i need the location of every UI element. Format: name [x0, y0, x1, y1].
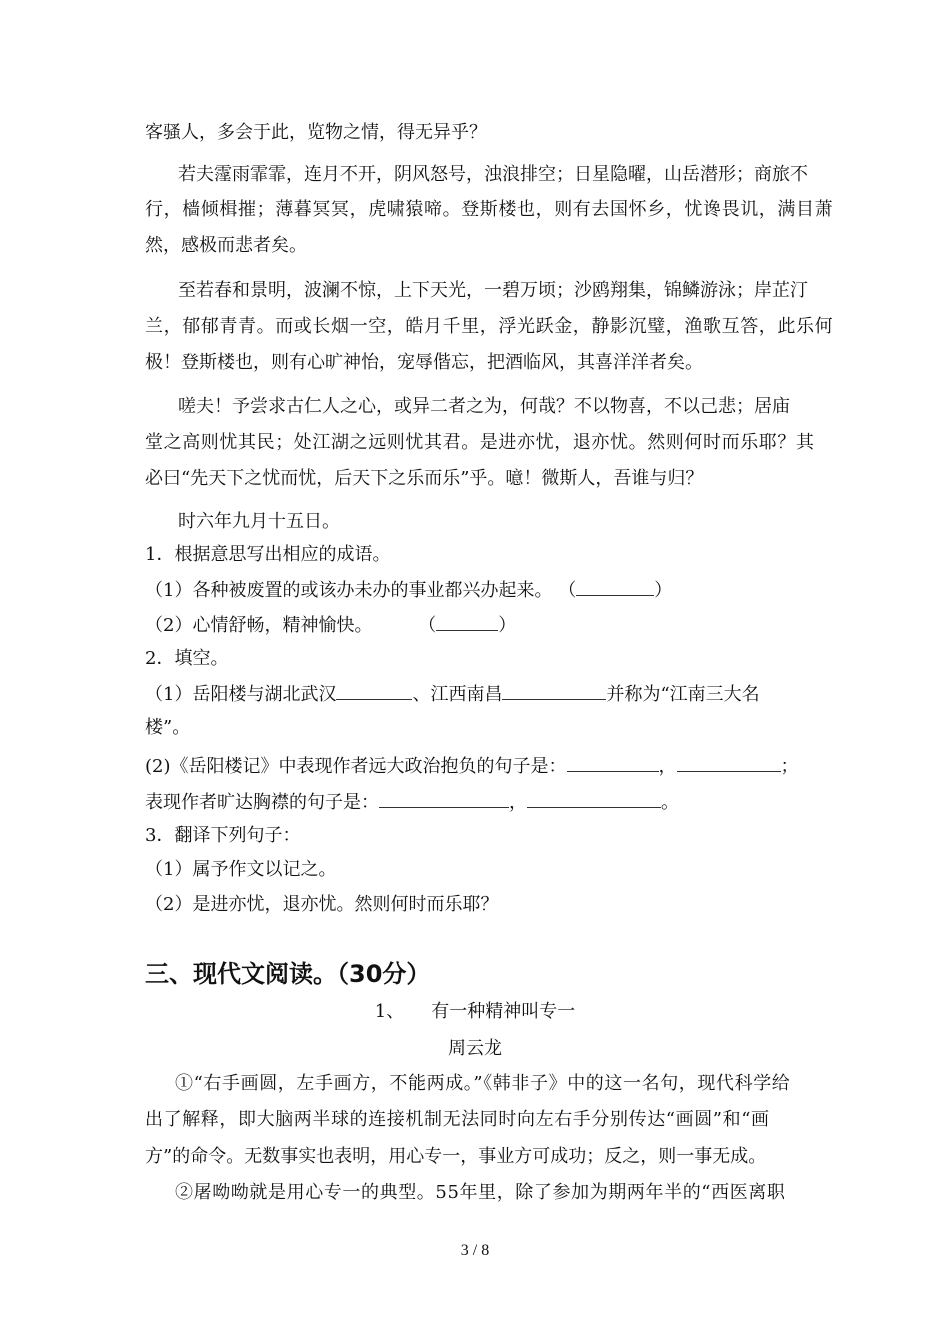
answer-blank[interactable]: [379, 789, 509, 808]
question-text: （1）各种被废置的或该办未办的事业都兴办起来。: [145, 580, 553, 601]
article-title: 1、 有一种精神叫专一: [374, 1001, 576, 1022]
passage-line: 客骚人，多会于此，览物之情，得无异乎？: [145, 122, 487, 143]
page-number: 3 / 8: [460, 1242, 490, 1259]
question-text: 、江西南昌: [412, 684, 503, 705]
question-3: 3．翻译下列句子：: [145, 825, 301, 846]
article-line: 出了解释，即大脑两半球的连接机制无法同时向左右手分别传达“画圆”和“画: [145, 1109, 770, 1130]
question-text: （2）心情舒畅，精神愉快。: [145, 615, 373, 636]
passage-line: 嗟夫！予尝求古仁人之心，或异二者之为，何哉？不以物喜，不以己悲；居庙: [178, 396, 790, 417]
section-title: 三、现代文阅读。（30分）: [145, 960, 431, 988]
question-1-1: [145, 577, 810, 603]
passage-line: 必曰“先天下之忧而忧，后天下之乐而乐”乎。噫！微斯人，吾谁与归？: [145, 468, 704, 489]
answer-blank[interactable]: （ ）: [558, 580, 672, 601]
passage-line: 堂之高则忧其民；处江湖之远则忧其君。是进亦忧，退亦忧。然则何时而乐耶？其: [145, 432, 815, 453]
question-text: 表现作者旷达胸襟的句子是：: [145, 792, 379, 813]
question-2-1-cont: 楼”。: [145, 717, 191, 738]
question-3-1: （1）属予作文以记之。: [145, 859, 337, 880]
question-2-2-cont: 表现作者旷达胸襟的句子是： ， 。: [145, 789, 810, 815]
question-1: 1．根据意思写出相应的成语。: [145, 544, 391, 565]
question-text: (2)《岳阳楼记》中表现作者远大政治抱负的句子是：: [145, 756, 567, 777]
passage-line: 至若春和景明，波澜不惊，上下天光，一碧万顷；沙鸥翔集，锦鳞游泳；岸芷汀: [178, 280, 808, 301]
answer-blank[interactable]: [336, 681, 412, 700]
answer-blank[interactable]: （ ）: [418, 615, 516, 636]
answer-blank[interactable]: [677, 753, 781, 772]
answer-blank[interactable]: [502, 681, 606, 700]
article-author: 周云龙: [448, 1038, 502, 1059]
passage-line: 兰，郁郁青青。而或长烟一空，皓月千里，浮光跃金，静影沉璧，渔歌互答，此乐何: [145, 316, 834, 337]
article-line: ①“右手画圆，左手画方，不能两成。”《韩非子》中的这一名句，现代科学给: [175, 1073, 791, 1094]
question-text: 并称为“江南三大名: [606, 684, 760, 705]
passage-line: 极！登斯楼也，则有心旷神怡，宠辱偕忘，把酒临风，其喜洋洋者矣。: [145, 352, 703, 373]
question-2-2: (2)《岳阳楼记》中表现作者远大政治抱负的句子是： ， ；: [145, 753, 810, 779]
article-line: 方”的命令。无数事实也表明，用心专一，事业方可成功；反之，则一事无成。: [145, 1146, 767, 1167]
question-1-2: [145, 612, 810, 638]
passage-line: 行，樯倾楫摧；薄暮冥冥，虎啸猿啼。登斯楼也，则有去国怀乡，忧谗畏讥，满目萧: [145, 199, 834, 220]
passage-line: 时六年九月十五日。: [178, 511, 340, 532]
article-line: ②屠呦呦就是用心专一的典型。55年里，除了参加为期两年半的“西医离职: [175, 1182, 786, 1203]
question-text: （1）岳阳楼与湖北武汉: [145, 684, 337, 705]
passage-line: 若夫霪雨霏霏，连月不开，阴风怒号，浊浪排空；日星隐曜，山岳潜形；商旅不: [178, 164, 808, 185]
question-3-2: （2）是进亦忧，退亦忧。然则何时而乐耶？: [145, 894, 499, 915]
question-2-1: [145, 681, 810, 707]
passage-line: 然，感极而悲者矣。: [145, 235, 307, 256]
answer-blank[interactable]: [567, 753, 659, 772]
question-2: 2．填空。: [145, 648, 229, 669]
answer-blank[interactable]: [527, 789, 661, 808]
